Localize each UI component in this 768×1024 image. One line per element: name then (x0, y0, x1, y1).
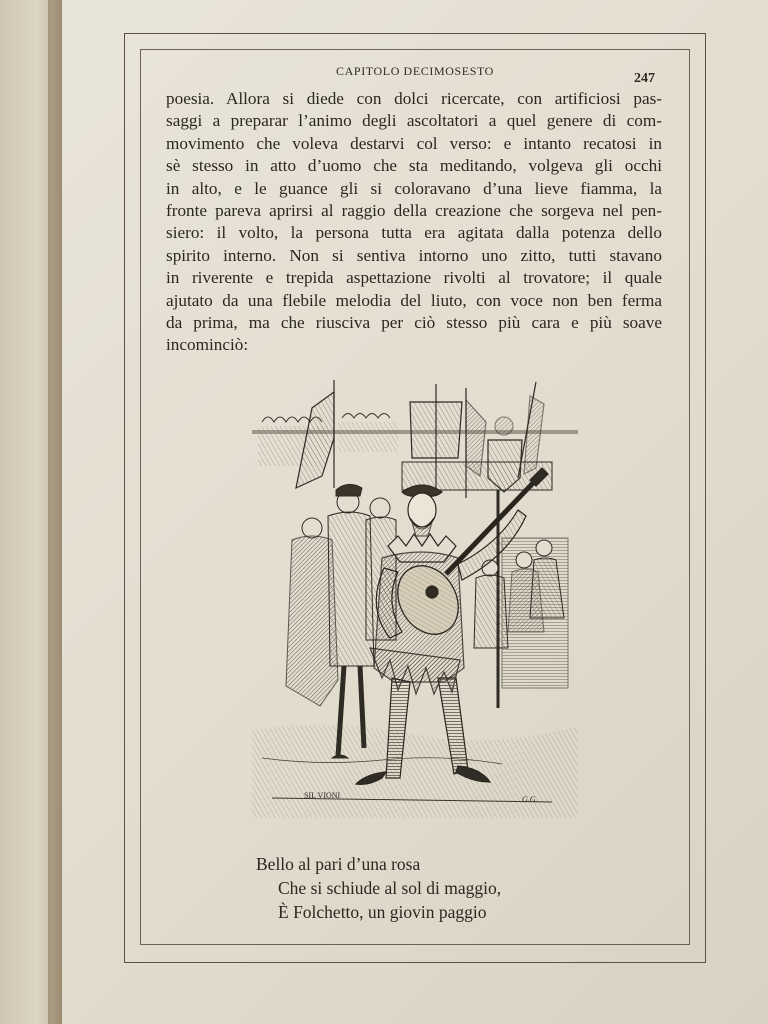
troubadour-engraving (252, 378, 578, 818)
text-line: saggi a preparar l’animo degli ascoltatori a quel genere di com- (166, 111, 662, 131)
engraver-signature: SIL VIONI (304, 791, 341, 800)
body-text (166, 88, 662, 357)
running-head: CAPITOLO DECIMOSESTO (336, 64, 494, 78)
verse-line: Bello al pari d’una rosa (256, 854, 421, 874)
text-line: incominciò: (166, 335, 249, 355)
artist-signature: G.G. (522, 795, 538, 804)
text-line: ajutato da una flebile melodia del liuto, con voce non ben ferma (166, 290, 662, 310)
verse-stanza (256, 852, 501, 924)
text-line: in riverente e trepida aspettazione rivolti al trovatore; il quale (166, 268, 662, 288)
text-line: fronte pareva aprirsi al raggio della creazione che sorgeva nel pen- (166, 201, 662, 221)
text-line: sè stesso in atto d’uomo che sta meditando, volgeva gli occhi (166, 156, 662, 176)
text-line: spirito interno. Non si sentiva intorno uno zitto, tutti stavano (166, 245, 662, 265)
text-line: siero: il volto, la persona tutta era agitata dalla potenza dello (166, 223, 662, 243)
text-line: da prima, ma che riusciva per ciò stesso più cara e più soave (166, 313, 662, 333)
page-number: 247 (634, 71, 655, 86)
text-line: movimento che voleva destarvi col verso: e intanto recatosi in (166, 133, 662, 153)
text-line: in alto, e le guance gli si coloravano d’una lieve fiamma, la (166, 178, 662, 198)
text-line: poesia. Allora si diede con dolci ricercate, con artificiosi pas- (166, 89, 662, 108)
verse-line: È Folchetto, un giovin paggio (278, 902, 487, 922)
ground (252, 725, 578, 818)
verse-line: Che si schiude al sol di maggio, (278, 878, 502, 898)
